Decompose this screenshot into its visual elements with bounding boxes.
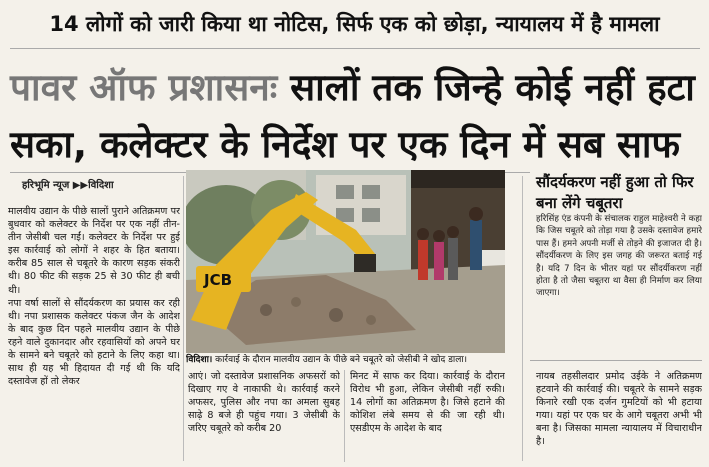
headline-line-1-text: सालों तक जिन्हे कोई नहीं हटा [290, 66, 695, 109]
article-column-2: आएं। जो दस्तावेज प्रशासनिक अफसरों को दिखाए गए वे नाकाफी थे। कार्रवाई करने अफसर, पुलिस और नपा का अमला सुबह साढ़े 8 बजे ही पहुंच गया। 3 जेसीबी के जरिए चबूतरे को करीब 20 [188, 371, 340, 435]
caption-text: कार्रवाई के दौरान मालवीय उद्यान के पीछे बने चबूतरे को जेसीबी ने खोद डाला। [212, 355, 468, 365]
photo-caption [186, 353, 505, 367]
article-column-3: मिनट में साफ कर दिया। कार्रवाई के दौरान विरोध भी हुआ, लेकिन जेसीबी नहीं रुकी। 14 लोगों का अतिक्रमण है। जिसे हटाने की कोशिश लंबे समय से की जा रही थी। एसडीएम के आदेश के बाद [350, 371, 505, 435]
sidebar-text: हरिसिंह एंड कंपनी के संचालक राहुल माहेश्वरी ने कहा कि जिस चबूतरे को तोड़ा गया है उसके दस्तावेज हमारे पास हैं। हमने अपनी मर्जी से तोड़ने की इजाजत दी है। सौंदर्यीकरण के लिए इस जगह की जरूरत बताई गई है। यदि 7 दिन के भीतर यहां पर सौंदर्यीकरण नहीं होता है तो जैसा चबूतरा था वैसा ही निर्माण कर लिया जाएगा। [536, 214, 702, 299]
caption-place: विदिशा। [186, 355, 213, 365]
jcb-label: JCB [204, 271, 233, 289]
photo-illustration [186, 170, 505, 353]
headline-line-1 [10, 60, 700, 116]
column-divider [183, 176, 184, 461]
article-photo [186, 170, 505, 353]
article-column-1: मालवीय उद्यान के पीछे सालों पुराने अतिक्रमण पर बुधवार को कलेक्टर के निर्देश पर एक नहीं तीन- तीन जेसीबी चल गईं। कलेक्टर के निर्देश पर हुई इस कार्रवाई को लोगों ने शहर के हित बताया। करीब 85 साल से चबूतरे के कारण सड़क संकरी थी। 80 फीट की सड़क 25 से 30 फीट ही बची थी। नपा वर्षा सालों से सौंदर्यकरण का प्रयास कर रही थी। नपा प्रशासक कलेक्टर पंकज जैन के आदेश के बाद कुछ दिन पहले मालवीय उद्यान के पीछे रहने वाले दुकानदार और रहवासियों को अपने घर के सामने बने चबूतरे को हटाने के लिए कहा था। साथ ही यह भी हिदायत दी गई थी कि यदि दस्तावेज हों तो लेकर [8, 206, 180, 388]
divider [10, 48, 700, 49]
divider [530, 360, 702, 361]
byline: हरिभूमि न्यूज ▶▶विदिशा [22, 180, 114, 191]
kicker-headline: 14 लोगों को जारी किया था नोटिस, सिर्फ एक को छोड़ा, न्यायालय में है मामला [49, 12, 660, 36]
article-column-4: नायब तहसीलदार प्रमोद उईके ने अतिक्रमण हटवाने की कार्रवाई की। चबूतरे के सामने सड़क किनारे रखी एक दर्जन गुमटियों को भी हटाया गया। यहां पर एक घर के आगे चबूतरा अभी भी बना है। जिसका मामला न्यायालय में विचाराधीन है। [536, 371, 702, 448]
sidebar-heading: सौंदर्यकरण नहीं हुआ तो फिर बना लेंगे चबूतरा [536, 173, 694, 212]
headline-prefix: पावर ऑफ प्रशासनः [10, 66, 278, 109]
column-divider [344, 370, 345, 462]
headline-line-2: सका, कलेक्टर के निर्देश पर एक दिन में सब साफ [10, 123, 680, 166]
column-divider [522, 176, 523, 461]
